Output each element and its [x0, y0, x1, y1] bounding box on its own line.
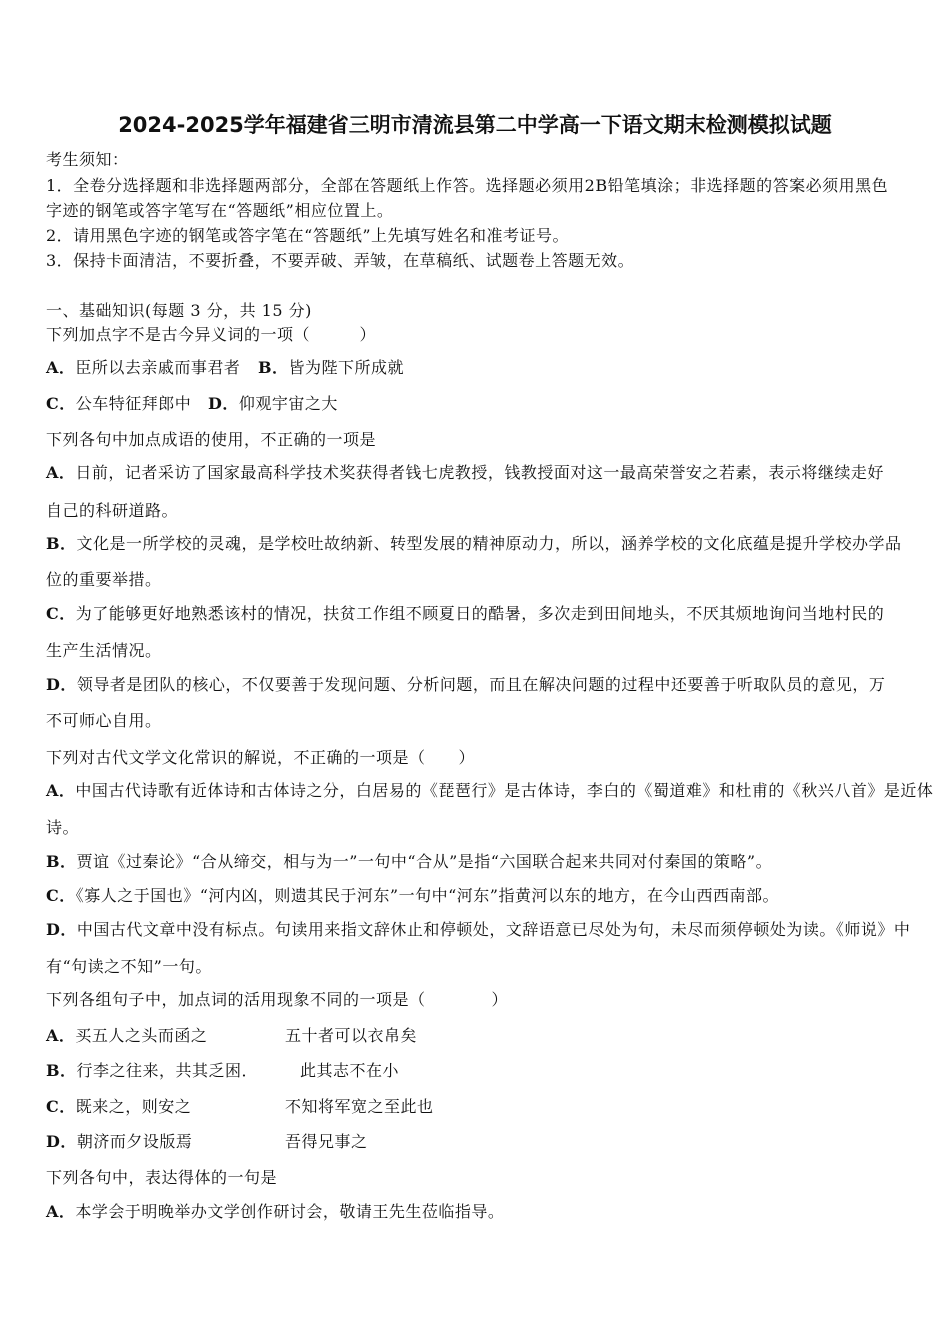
section-heading: 一、基础知识(每题 3 分，共 15 分) — [46, 301, 312, 320]
option-text-first: 朝济而夕设版焉 — [76, 1132, 193, 1151]
option-text: 日前，记者采访了国家最高科学技术奖获得者钱七虎教授，钱教授面对这一最高荣誉安之若素，表示将继续走好 — [75, 463, 884, 482]
option-text-second: 此其志不在小 — [300, 1061, 400, 1080]
option-label: C． — [46, 604, 76, 623]
question-1-row-2 — [46, 393, 338, 415]
option-label: D． — [208, 394, 239, 413]
question-3-option-a-line-1 — [46, 780, 933, 802]
question-1-row-1 — [46, 357, 405, 379]
option-text: 领导者是团队的核心，不仅要善于发现问题、分析问题，而且在解决问题的过程中还要善于听取队员的意见，万 — [76, 675, 886, 694]
question-4-option-d — [46, 1131, 368, 1153]
question-2-stem: 下列各句中加点成语的使用，不正确的一项是 — [46, 430, 377, 449]
option-text: 皆为陛下所成就 — [288, 358, 405, 377]
option-label: D． — [46, 675, 77, 694]
option-text: 仰观宇宙之大 — [238, 394, 338, 413]
page-title: 2024-2025学年福建省三明市清流县第二中学高一下语文期末检测模拟试题 — [118, 113, 832, 137]
option-label: B． — [258, 358, 289, 377]
option-label: A． — [46, 781, 76, 800]
option-text-second: 五十者可以衣帛矣 — [285, 1026, 418, 1045]
question-1-option-b — [258, 357, 404, 379]
question-5-option-a — [46, 1201, 504, 1223]
question-4-option-a — [46, 1025, 418, 1047]
question-2-option-b-line-1 — [46, 533, 902, 555]
option-label: C． — [46, 394, 76, 413]
option-label: A． — [46, 358, 76, 377]
question-3-option-d-line-1 — [46, 919, 910, 941]
option-label: C． — [46, 1097, 76, 1116]
question-3-option-a-line-2: 诗。 — [46, 818, 80, 837]
question-2-option-b-line-2: 位的重要举措。 — [46, 570, 162, 589]
option-label: D． — [46, 920, 77, 939]
notice-item-3: 3．保持卡面清洁，不要折叠，不要弄破、弄皱，在草稿纸、试题卷上答题无效。 — [46, 251, 635, 270]
notice-item-1-line-2: 字迹的钢笔或答字笔写在“答题纸”相应位置上。 — [46, 201, 394, 220]
question-2-option-d-line-2: 不可师心自用。 — [46, 711, 162, 730]
option-text-first: 买五人之头而函之 — [75, 1026, 208, 1045]
option-text: 臣所以去亲戚而事君者 — [75, 358, 241, 377]
option-label: D． — [46, 1132, 77, 1151]
question-3-stem: 下列对古代文学文化常识的解说，不正确的一项是（ ） — [46, 748, 476, 767]
option-text: 公车特征拜郎中 — [75, 394, 192, 413]
option-text-second: 吾得兄事之 — [285, 1132, 368, 1151]
option-label: A． — [46, 1026, 76, 1045]
question-1-option-d — [208, 393, 338, 415]
option-text: 文化是一所学校的灵魂，是学校吐故纳新、转型发展的精神原动力，所以，涵养学校的文化底蕴是提升学校办学品 — [76, 534, 902, 553]
option-label: B． — [46, 852, 77, 871]
question-3-option-d-line-2: 有“句读之不知”一句。 — [46, 957, 212, 976]
question-2-option-d-line-1 — [46, 674, 885, 696]
notice-heading: 考生须知： — [46, 150, 129, 169]
question-2-option-c-line-2: 生产生活情况。 — [46, 641, 162, 660]
option-text: 为了能够更好地熟悉该村的情况，扶贫工作组不顾夏日的酷暑，多次走到田间地头，不厌其烦地询问当地村民的 — [75, 604, 885, 623]
question-2-option-a-line-1 — [46, 462, 884, 484]
question-4-stem: 下列各组句子中，加点词的活用现象不同的一项是（ ） — [46, 990, 509, 1009]
option-text: 本学会于明晚举办文学创作研讨会，敬请王先生莅临指导。 — [75, 1202, 505, 1221]
option-text: 中国古代文章中没有标点。句读用来指文辞休止和停顿处，文辞语意已尽处为句，未尽而须停顿处为读。《师说》中 — [76, 920, 911, 939]
option-label: A． — [46, 463, 76, 482]
question-1-stem: 下列加点字不是古今异义词的一项（ ） — [46, 325, 377, 344]
option-label: C． — [46, 886, 76, 905]
question-2-option-c-line-1 — [46, 603, 884, 625]
option-text: 中国古代诗歌有近体诗和古体诗之分，白居易的《琵琶行》是古体诗，李白的《蜀道难》和杜甫的《秋兴八首》是近体 — [75, 781, 934, 800]
option-text-first: 既来之，则安之 — [75, 1097, 192, 1116]
question-2-option-a-line-2: 自己的科研道路。 — [46, 501, 179, 520]
question-4-option-c — [46, 1096, 434, 1118]
question-3-option-c — [46, 885, 779, 907]
question-5-stem: 下列各句中，表达得体的一句是 — [46, 1168, 278, 1187]
option-label: B． — [46, 1061, 77, 1080]
option-text: 《寡人之于国也》“河内凶，则遗其民于河东”一句中“河东”指黄河以东的地方，在今山西西南部。 — [75, 886, 779, 905]
option-label: A． — [46, 1202, 76, 1221]
notice-item-2: 2．请用黑色字迹的钢笔或答字笔在“答题纸”上先填写姓名和准考证号。 — [46, 226, 570, 245]
question-4-option-b — [46, 1060, 400, 1082]
option-label: B． — [46, 534, 77, 553]
notice-item-1-line-1: 1．全卷分选择题和非选择题两部分，全部在答题纸上作答。选择题必须用2B铅笔填涂；非选择题的答案必须用黑色 — [46, 176, 889, 195]
option-text-second: 不知将军宽之至此也 — [285, 1097, 434, 1116]
option-text: 贾谊《过秦论》“合从缔交，相与为一”一句中“合从”是指“六国联合起来共同对付秦国的策略”。 — [76, 852, 773, 871]
question-3-option-b — [46, 851, 772, 873]
option-text-first: 行李之往来，共其乏困． — [76, 1061, 259, 1080]
